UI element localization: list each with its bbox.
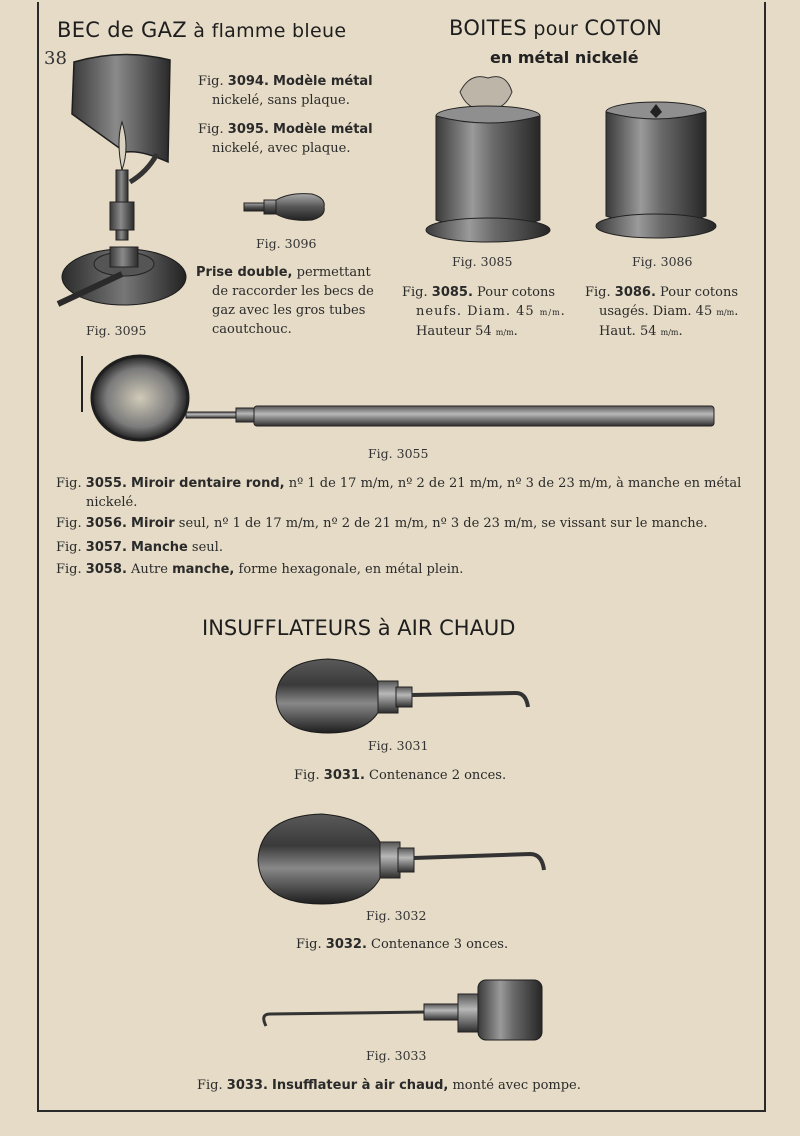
boites-header-part2: pour xyxy=(527,18,585,40)
bec-header xyxy=(57,18,346,42)
dental-mirror-illustration xyxy=(78,352,718,444)
fig-number: 3086. xyxy=(614,285,656,300)
fig-title: Miroir dentaire rond, xyxy=(131,476,285,491)
fig-3057-description xyxy=(56,538,756,557)
cotton-box-3086-illustration xyxy=(594,100,720,245)
fig-title: Miroir xyxy=(131,516,175,531)
double-connector-illustration xyxy=(242,190,326,224)
fig-number: 3056. xyxy=(85,516,127,531)
fig-3055-description xyxy=(56,474,756,512)
boites-header xyxy=(449,16,662,40)
fig-3094-description xyxy=(198,72,398,110)
fig-3085-caption: Fig. 3085 xyxy=(452,254,513,269)
fig-3086-description: Fig. 3086. Pour cotons usagés. Diam. 45 m/m. Haut. 54 m/m. xyxy=(585,285,739,339)
unit-label: m/m xyxy=(716,308,735,317)
fig-number: 3057. xyxy=(85,540,127,555)
fig-3095-caption: Fig. 3095 xyxy=(86,323,147,338)
fig-label: Fig. xyxy=(56,562,82,577)
fig-3095-description xyxy=(198,120,398,158)
fig-3058-rest: forme hexagonale, en métal plein. xyxy=(234,562,464,577)
boites-header-part1: BOITES xyxy=(449,16,527,40)
fig-3086-caption: Fig. 3086 xyxy=(632,254,693,269)
fig-3086-line1: Pour cotons xyxy=(655,285,739,300)
bec-header-part2: à xyxy=(186,20,212,42)
cotton-box-3085-illustration xyxy=(424,72,554,252)
fig-3033-caption: Fig. 3033 xyxy=(366,1048,427,1063)
fig-title: manche, xyxy=(172,562,235,577)
fig-3085-line2: neufs. Diam. 45 xyxy=(416,304,540,319)
fig-label: Fig. xyxy=(585,285,611,300)
prise-double-description xyxy=(196,263,396,339)
fig-3086-line2: usagés. Diam. 45 xyxy=(599,304,717,319)
fig-label: Fig. xyxy=(198,122,224,137)
fig-3095-rest: nickelé, avec plaque. xyxy=(212,141,351,156)
fig-label: Fig. xyxy=(197,1078,223,1093)
prise-line3: gaz avec les gros tubes xyxy=(212,303,366,318)
fig-3085-line3: Hauteur 54 xyxy=(416,324,496,339)
insufflateurs-header: INSUFFLATEURS à AIR CHAUD xyxy=(202,616,516,640)
fig-3056-description xyxy=(56,514,756,533)
fig-label: Fig. xyxy=(402,285,428,300)
fig-3033-description xyxy=(197,1076,581,1095)
fig-3094-rest: nickelé, sans plaque. xyxy=(212,93,350,108)
fig-title: Manche xyxy=(131,540,188,555)
fig-label: Fig. xyxy=(198,74,224,89)
fig-3031-caption: Fig. 3031 xyxy=(368,738,429,753)
fig-label: Fig. xyxy=(56,540,82,555)
prise-line4: caoutchouc. xyxy=(212,322,292,337)
insufflator-3031-illustration xyxy=(268,655,532,737)
fig-title: Insufflateur à air chaud, xyxy=(272,1078,449,1093)
fig-3055-rest: nº 1 de 17 m/m, nº 2 de 21 m/m, nº 3 de 23 m/m, à manche en métal xyxy=(284,476,742,491)
fig-number: 3032. xyxy=(325,937,367,952)
fig-3055-continuation: nickelé. xyxy=(86,495,138,510)
prise-line1: permettant xyxy=(292,265,371,280)
unit-label: m/m xyxy=(539,308,561,317)
fig-title: Modèle métal xyxy=(273,74,373,89)
fig-3057-rest: seul. xyxy=(187,540,223,555)
fig-3055-caption: Fig. 3055 xyxy=(368,446,429,461)
fig-label: Fig. xyxy=(56,516,82,531)
fig-label: Fig. xyxy=(294,768,320,783)
insufflator-3032-illustration xyxy=(252,812,548,908)
prise-bold: Prise double, xyxy=(196,265,293,280)
fig-3096-caption: Fig. 3096 xyxy=(256,236,317,251)
fig-label: Fig. xyxy=(56,476,82,491)
fig-3032-caption: Fig. 3032 xyxy=(366,908,427,923)
fig-title: Modèle métal xyxy=(273,122,373,137)
boites-subheader: en métal nickelé xyxy=(490,48,639,67)
bec-header-part1: BEC de GAZ xyxy=(57,18,187,42)
fig-3032-description xyxy=(296,935,508,954)
fig-number: 3055. xyxy=(85,476,127,491)
gas-burner-illustration xyxy=(52,52,192,317)
fig-number: 3094. xyxy=(227,74,269,89)
fig-3058-description xyxy=(56,560,756,579)
fig-3031-rest: Contenance 2 onces. xyxy=(364,768,507,783)
page-number: 38 xyxy=(44,48,67,69)
fig-label: Fig. xyxy=(296,937,322,952)
fig-3033-rest: monté avec pompe. xyxy=(448,1078,581,1093)
fig-3086-line3: Haut. 54 xyxy=(599,324,661,339)
fig-number: 3085. xyxy=(431,285,473,300)
unit-label: m/m xyxy=(660,328,679,337)
fig-number: 3058. xyxy=(85,562,127,577)
unit-label: m/m xyxy=(495,328,514,337)
fig-3058-pre: Autre xyxy=(126,562,173,577)
fig-3032-rest: Contenance 3 onces. xyxy=(366,937,509,952)
insufflator-3033-illustration xyxy=(256,974,550,1046)
fig-number: 3031. xyxy=(323,768,365,783)
fig-number: 3095. xyxy=(227,122,269,137)
boites-header-part3: COTON xyxy=(584,16,663,40)
fig-number: 3033. xyxy=(226,1078,268,1093)
fig-3085-description: Fig. 3085. Pour cotons neufs. Diam. 45 m/m. Hauteur 54 m/m. xyxy=(402,285,566,339)
prise-line2: de raccorder les becs de xyxy=(212,284,374,299)
fig-3031-description xyxy=(294,766,506,785)
fig-3085-line1: Pour cotons xyxy=(472,285,556,300)
fig-3056-rest: seul, nº 1 de 17 m/m, nº 2 de 21 m/m, nº 3 de 23 m/m, se vissant sur le manche. xyxy=(174,516,708,531)
bec-header-part3: flamme bleue xyxy=(211,20,347,42)
